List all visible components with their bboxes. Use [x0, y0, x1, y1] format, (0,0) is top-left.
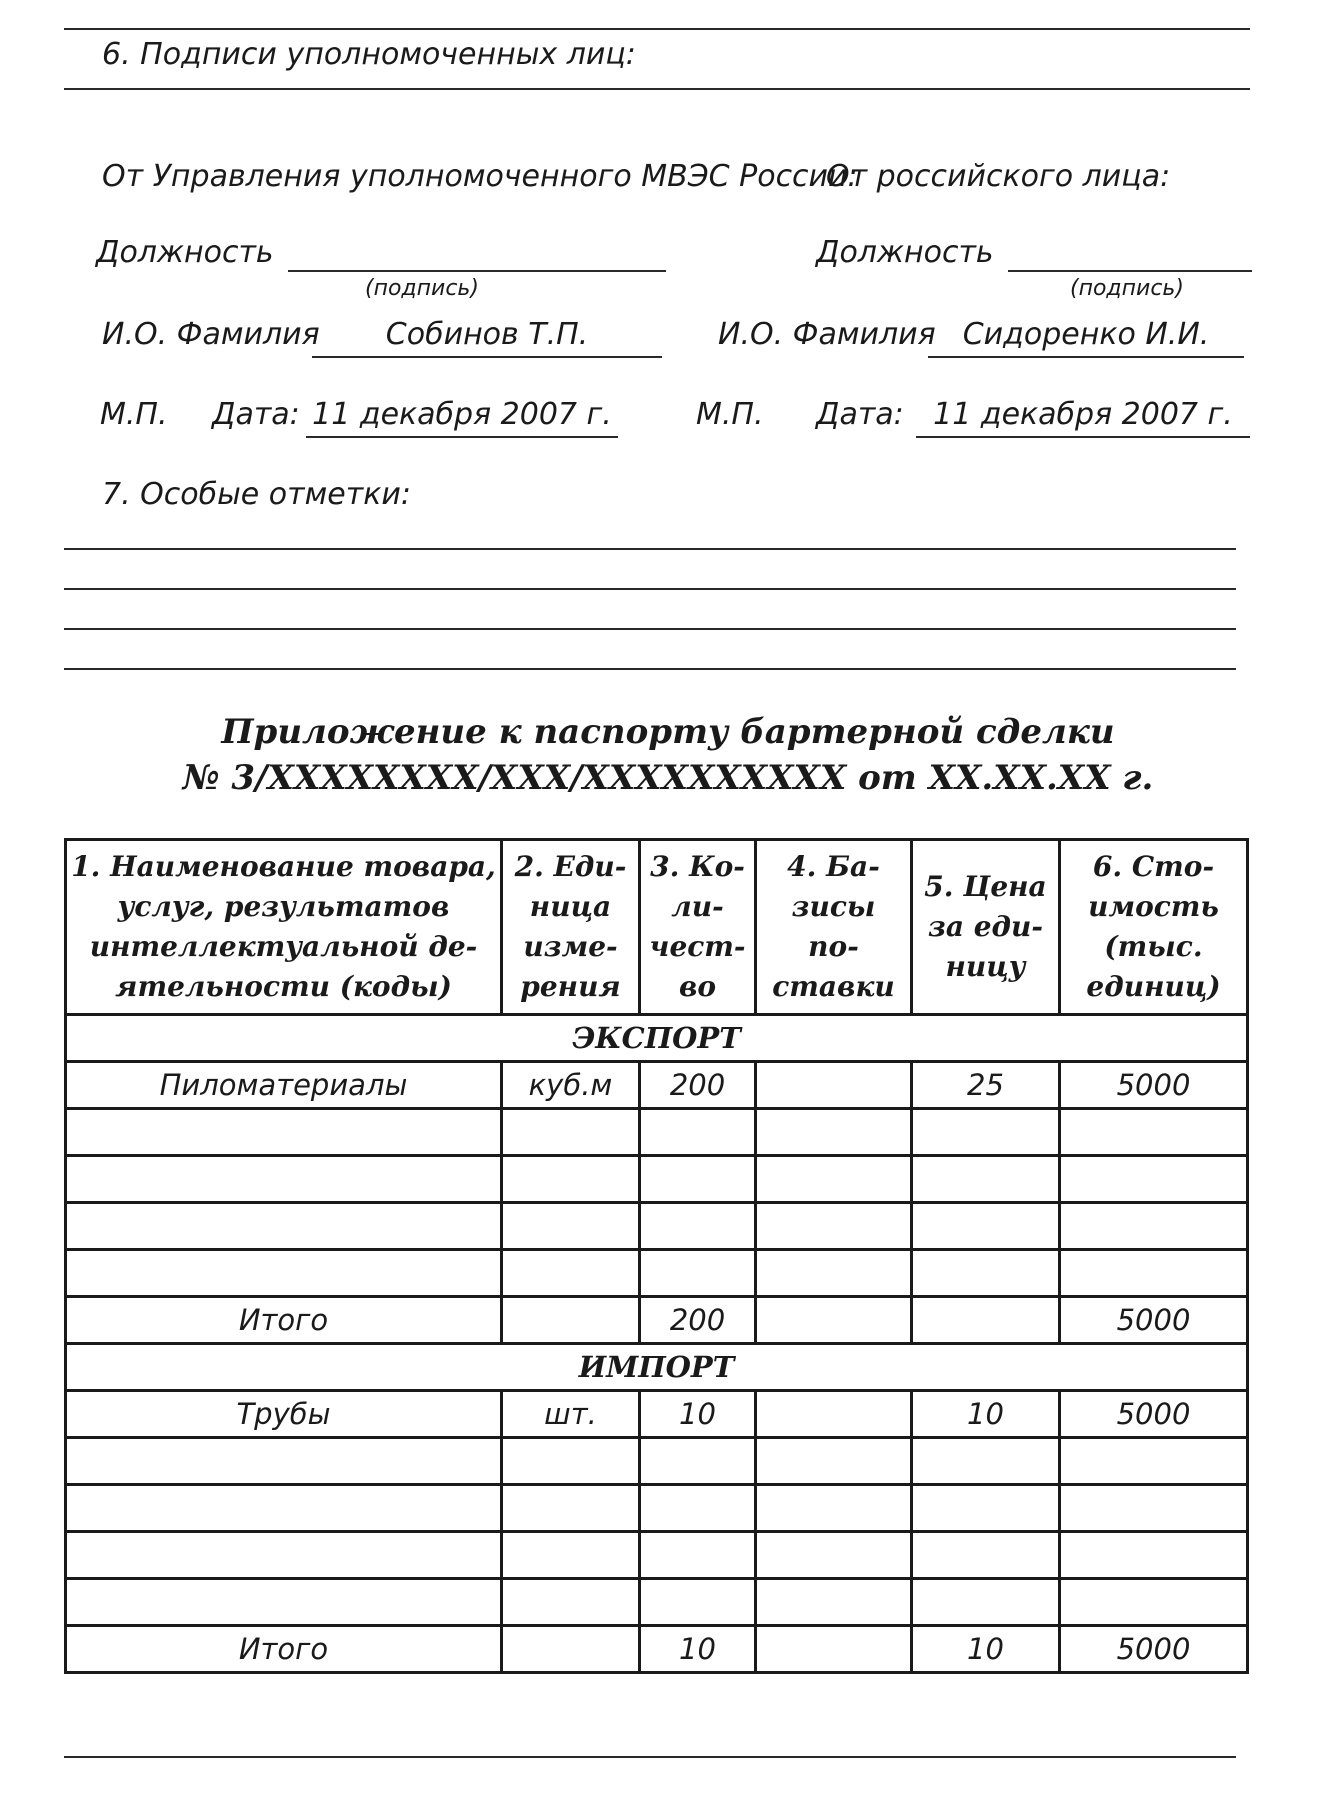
table-cell[interactable] — [640, 1203, 756, 1250]
column-header-line: рения — [520, 970, 621, 1003]
export-section-label: ЭКСПОРТ — [66, 1015, 1248, 1062]
column-header-line: интеллектуальной де- — [89, 930, 478, 963]
annex-title-line2: № 3/XXXXXXXX/XXX/XXXXXXXXXX от XX.XX.XX г. — [182, 758, 1154, 798]
left-signature-hint: (подпись) — [365, 276, 479, 301]
column-header-line: по- — [808, 930, 859, 963]
left-position-label: Должность — [96, 235, 274, 270]
left-name-value: Собинов Т.П. — [312, 320, 662, 358]
table-cell[interactable] — [640, 1438, 756, 1485]
table-cell[interactable]: 200 — [640, 1062, 756, 1109]
notes-line-2[interactable] — [64, 588, 1236, 590]
left-name-label: И.О. Фамилия — [102, 317, 320, 352]
column-header-line: 4. Ба- — [787, 850, 880, 883]
table-cell[interactable] — [756, 1062, 912, 1109]
section7-heading: 7. Особые отметки: — [102, 477, 411, 512]
table-cell[interactable] — [756, 1109, 912, 1156]
right-date-value: 11 декабря 2007 г. — [916, 400, 1250, 438]
notes-line-4[interactable] — [64, 668, 1236, 670]
table-cell[interactable] — [640, 1250, 756, 1297]
notes-line-3[interactable] — [64, 628, 1236, 630]
column-header-line: 2. Еди- — [514, 850, 627, 883]
table-header-row — [66, 840, 1248, 1015]
table-cell[interactable]: 10 — [912, 1391, 1060, 1438]
table-cell[interactable] — [66, 1156, 502, 1203]
column-header-line: во — [678, 970, 717, 1003]
table-cell[interactable] — [912, 1438, 1060, 1485]
section6-heading: 6. Подписи уполномоченных лиц: — [102, 37, 636, 72]
column-header-line: зисы — [791, 890, 876, 923]
table-cell[interactable] — [66, 1250, 502, 1297]
table-cell[interactable] — [1060, 1438, 1248, 1485]
left-stamp: М.П. — [100, 397, 168, 432]
table-cell[interactable] — [912, 1579, 1060, 1626]
right-signature-line[interactable] — [1008, 270, 1252, 272]
column-header-1 — [66, 840, 502, 1015]
column-header-5 — [912, 840, 1060, 1015]
table-cell[interactable] — [756, 1438, 912, 1485]
table-row — [66, 1250, 1248, 1297]
import-total-row — [66, 1626, 1248, 1673]
table-cell[interactable] — [502, 1579, 640, 1626]
column-header-line: 3. Ко- — [650, 850, 745, 883]
table-cell[interactable] — [502, 1109, 640, 1156]
import-section-label: ИМПОРТ — [66, 1344, 1248, 1391]
table-cell[interactable] — [1060, 1532, 1248, 1579]
table-cell[interactable] — [1060, 1485, 1248, 1532]
table-cell[interactable]: шт. — [502, 1391, 640, 1438]
table-cell[interactable] — [912, 1485, 1060, 1532]
table-cell[interactable] — [756, 1485, 912, 1532]
left-signature-line[interactable] — [288, 270, 666, 272]
column-header-line: имость — [1088, 890, 1219, 923]
column-header-line: ли- — [671, 890, 724, 923]
total-cell — [912, 1297, 1060, 1344]
total-cell: 5000 — [1060, 1297, 1248, 1344]
table-cell[interactable]: 5000 — [1060, 1062, 1248, 1109]
column-header-line: единиц) — [1086, 970, 1221, 1003]
table-row — [66, 1062, 1248, 1109]
table-cell[interactable] — [756, 1391, 912, 1438]
left-from-label: От Управления уполномоченного МВЭС России: — [102, 159, 858, 194]
column-header-line: (тыс. — [1104, 930, 1203, 963]
export-section-row — [66, 1015, 1248, 1062]
top-rule — [64, 28, 1250, 30]
export-total-row — [66, 1297, 1248, 1344]
table-cell[interactable] — [1060, 1109, 1248, 1156]
table-row — [66, 1485, 1248, 1532]
column-header-line: услуг, результатов — [117, 890, 450, 923]
bottom-rule — [64, 1756, 1236, 1758]
table-cell[interactable] — [640, 1485, 756, 1532]
table-cell[interactable] — [912, 1250, 1060, 1297]
total-cell — [756, 1626, 912, 1673]
table-cell[interactable] — [1060, 1579, 1248, 1626]
table-cell[interactable] — [502, 1250, 640, 1297]
table-cell[interactable] — [912, 1156, 1060, 1203]
table-cell[interactable] — [756, 1156, 912, 1203]
annex-title-line1: Приложение к паспорту бартерной сделки — [221, 712, 1115, 752]
table-cell[interactable] — [640, 1156, 756, 1203]
table-row — [66, 1579, 1248, 1626]
table-cell[interactable] — [1060, 1203, 1248, 1250]
table-cell[interactable]: куб.м — [502, 1062, 640, 1109]
total-cell — [502, 1626, 640, 1673]
right-signature-hint: (подпись) — [1070, 276, 1184, 301]
table-cell[interactable] — [912, 1203, 1060, 1250]
table-cell[interactable] — [502, 1532, 640, 1579]
table-cell[interactable] — [756, 1203, 912, 1250]
table-cell[interactable] — [66, 1579, 502, 1626]
table-cell[interactable] — [640, 1532, 756, 1579]
table-row — [66, 1532, 1248, 1579]
table-cell[interactable] — [66, 1203, 502, 1250]
column-header-line: 5. Цена — [924, 870, 1047, 903]
table-cell[interactable] — [66, 1109, 502, 1156]
column-header-3 — [640, 840, 756, 1015]
table-cell[interactable] — [912, 1532, 1060, 1579]
column-header-line: ятельности (коды) — [115, 970, 452, 1003]
table-cell[interactable]: 5000 — [1060, 1391, 1248, 1438]
total-cell: Итого — [66, 1626, 502, 1673]
table-cell[interactable] — [502, 1438, 640, 1485]
column-header-line: чест- — [649, 930, 746, 963]
table-cell[interactable]: Пиломатериалы — [66, 1062, 502, 1109]
total-cell: 10 — [640, 1626, 756, 1673]
table-row — [66, 1203, 1248, 1250]
table-cell[interactable]: 25 — [912, 1062, 1060, 1109]
total-cell: 200 — [640, 1297, 756, 1344]
table-row — [66, 1156, 1248, 1203]
table-cell[interactable] — [66, 1532, 502, 1579]
total-cell: 5000 — [1060, 1626, 1248, 1673]
right-name-label: И.О. Фамилия — [718, 317, 936, 352]
table-cell[interactable] — [1060, 1250, 1248, 1297]
table-cell[interactable] — [912, 1109, 1060, 1156]
total-cell: 10 — [912, 1626, 1060, 1673]
total-cell — [756, 1297, 912, 1344]
right-from-label: От российского лица: — [826, 159, 1171, 194]
total-cell: Итого — [66, 1297, 502, 1344]
table-cell[interactable] — [756, 1579, 912, 1626]
column-header-line: ница — [529, 890, 612, 923]
annex-table — [64, 838, 1249, 1674]
column-header-4 — [756, 840, 912, 1015]
right-date-label: Дата: — [816, 397, 904, 432]
column-header-6 — [1060, 840, 1248, 1015]
column-header-2 — [502, 840, 640, 1015]
total-cell — [502, 1297, 640, 1344]
table-cell[interactable] — [1060, 1156, 1248, 1203]
table-cell[interactable] — [502, 1485, 640, 1532]
table-cell[interactable]: 10 — [640, 1391, 756, 1438]
table-cell[interactable]: Трубы — [66, 1391, 502, 1438]
column-header-line: 6. Сто- — [1092, 850, 1215, 883]
left-date-label: Дата: — [212, 397, 300, 432]
table-row — [66, 1438, 1248, 1485]
column-header-line: ставки — [772, 970, 895, 1003]
left-date-value: 11 декабря 2007 г. — [306, 400, 618, 438]
right-position-label: Должность — [816, 235, 994, 270]
table-cell[interactable] — [640, 1579, 756, 1626]
import-section-row — [66, 1344, 1248, 1391]
right-stamp: М.П. — [696, 397, 764, 432]
section6-rule — [64, 88, 1250, 90]
table-cell[interactable] — [502, 1203, 640, 1250]
table-cell[interactable] — [66, 1438, 502, 1485]
column-header-line: за еди- — [927, 910, 1044, 943]
table-cell[interactable] — [640, 1109, 756, 1156]
table-row — [66, 1391, 1248, 1438]
table-cell[interactable] — [756, 1532, 912, 1579]
column-header-line: 1. Наименование товара, — [71, 850, 496, 883]
column-header-line: изме- — [523, 930, 618, 963]
right-name-value: Сидоренко И.И. — [928, 320, 1244, 358]
column-header-line: ницу — [945, 950, 1026, 983]
notes-line-1[interactable] — [64, 548, 1236, 550]
table-cell[interactable] — [756, 1250, 912, 1297]
table-cell[interactable] — [502, 1156, 640, 1203]
table-row — [66, 1109, 1248, 1156]
table-cell[interactable] — [66, 1485, 502, 1532]
